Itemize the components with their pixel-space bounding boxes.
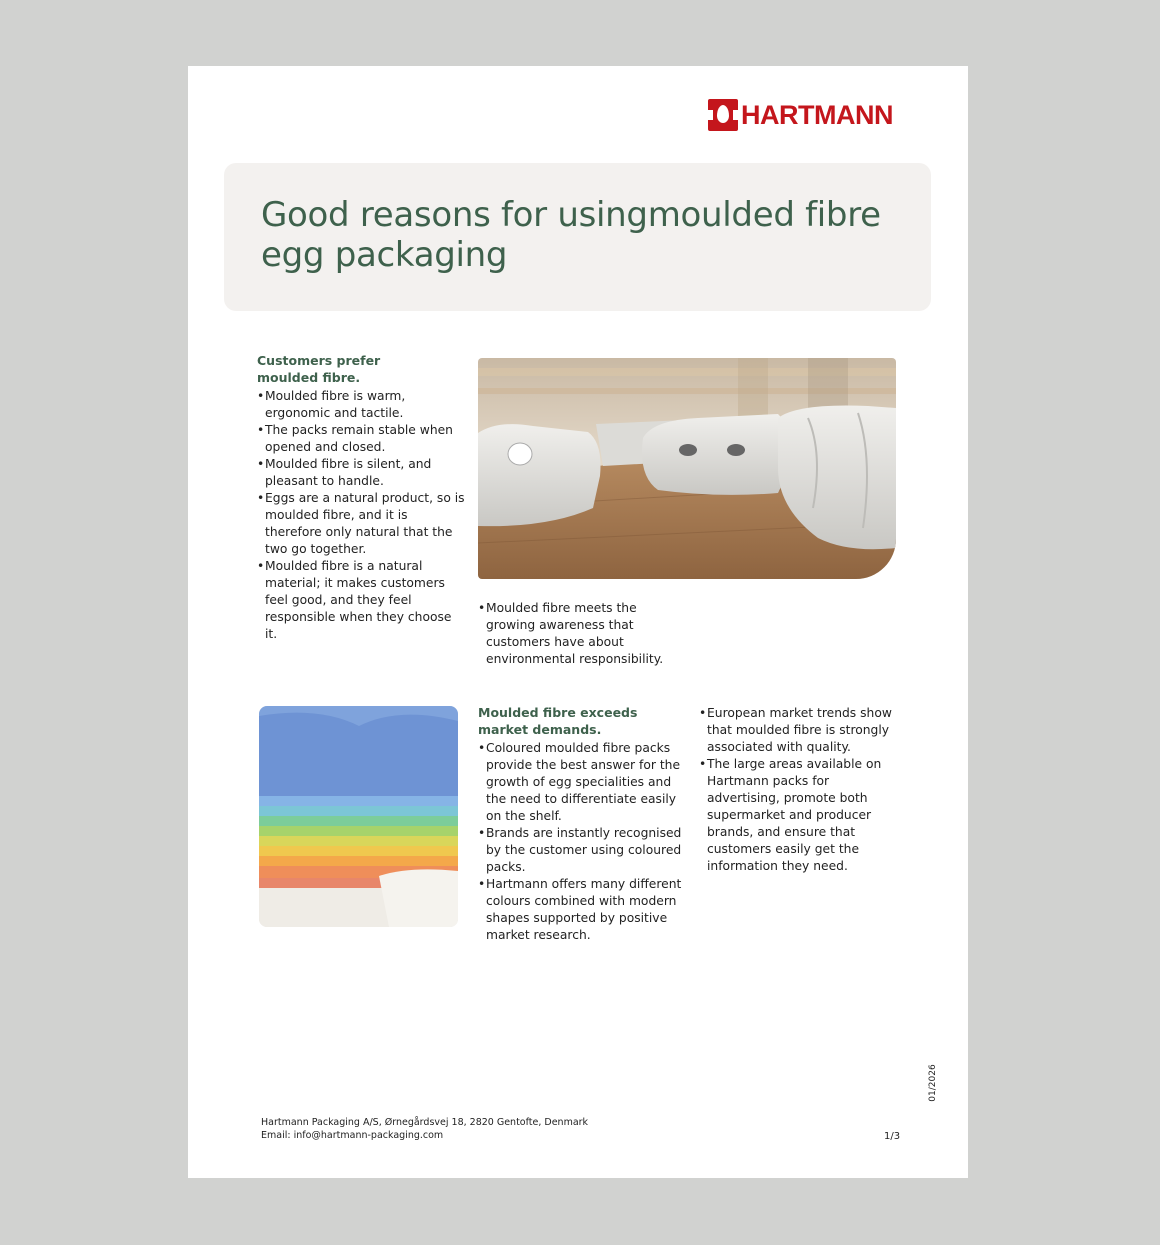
section-market-demands [478,704,683,944]
bullet-list [699,705,904,875]
logo-text: HARTMANN [741,100,893,130]
section-heading: Customers prefer moulded fibre. [257,353,381,385]
hartmann-logo [708,99,893,131]
list-item: • Hartmann offers many different colours combined with modern shapes supported by positive market research. [478,876,683,944]
footer-email: Email: info@hartmann-packaging.com [261,1130,444,1141]
list-item: • Moulded fibre is a natural material; it makes customers feel good, and they feel responsible when they choose it. [257,558,467,643]
list-item: • The packs remain stable when opened and closed. [257,422,467,456]
list-item: • European market trends show that moulded fibre is strongly associated with quality. [699,705,904,756]
list-item: • Eggs are a natural product, so is moulded fibre, and it is therefore only natural that the two go together. [257,490,467,558]
document-date: 01/2026 [928,1064,938,1102]
section-market-demands-continued [699,705,904,875]
section-customers-prefer-continued [478,600,678,668]
list-item: • Moulded fibre meets the growing awareness that customers have about environmental responsibility. [478,600,678,668]
section-customers-prefer [257,352,467,643]
document-page [188,66,968,1178]
list-item: • Brands are instantly recognised by the customer using coloured packs. [478,825,683,876]
coloured-egg-trays-photo [259,706,458,927]
section-heading: Moulded fibre exceeds market demands. [478,705,638,737]
bullet-list [478,740,683,944]
list-item: • Coloured moulded fibre packs provide the best answer for the growth of egg specialities and the need to differentiate easily on the shelf. [478,740,683,825]
list-item: • The large areas available on Hartmann packs for advertising, promote both supermarket and producer brands, and ensure that customers easily get the information they need. [699,756,904,875]
bullet-list [257,388,467,643]
footer [261,1116,661,1142]
egg-logo-icon [708,99,738,131]
title-banner [224,163,931,311]
egg-trays-photo [478,358,896,579]
list-item: • Moulded fibre is warm, ergonomic and tactile. [257,388,467,422]
page-number: 1/3 [884,1131,901,1142]
footer-address: Hartmann Packaging A/S, Ørnegårdsvej 18, 2820 Gentofte, Denmark [261,1117,589,1128]
page-title: Good reasons for usingmoulded fibre egg packaging [261,195,881,275]
list-item: • Moulded fibre is silent, and pleasant to handle. [257,456,467,490]
bullet-list [478,600,678,668]
